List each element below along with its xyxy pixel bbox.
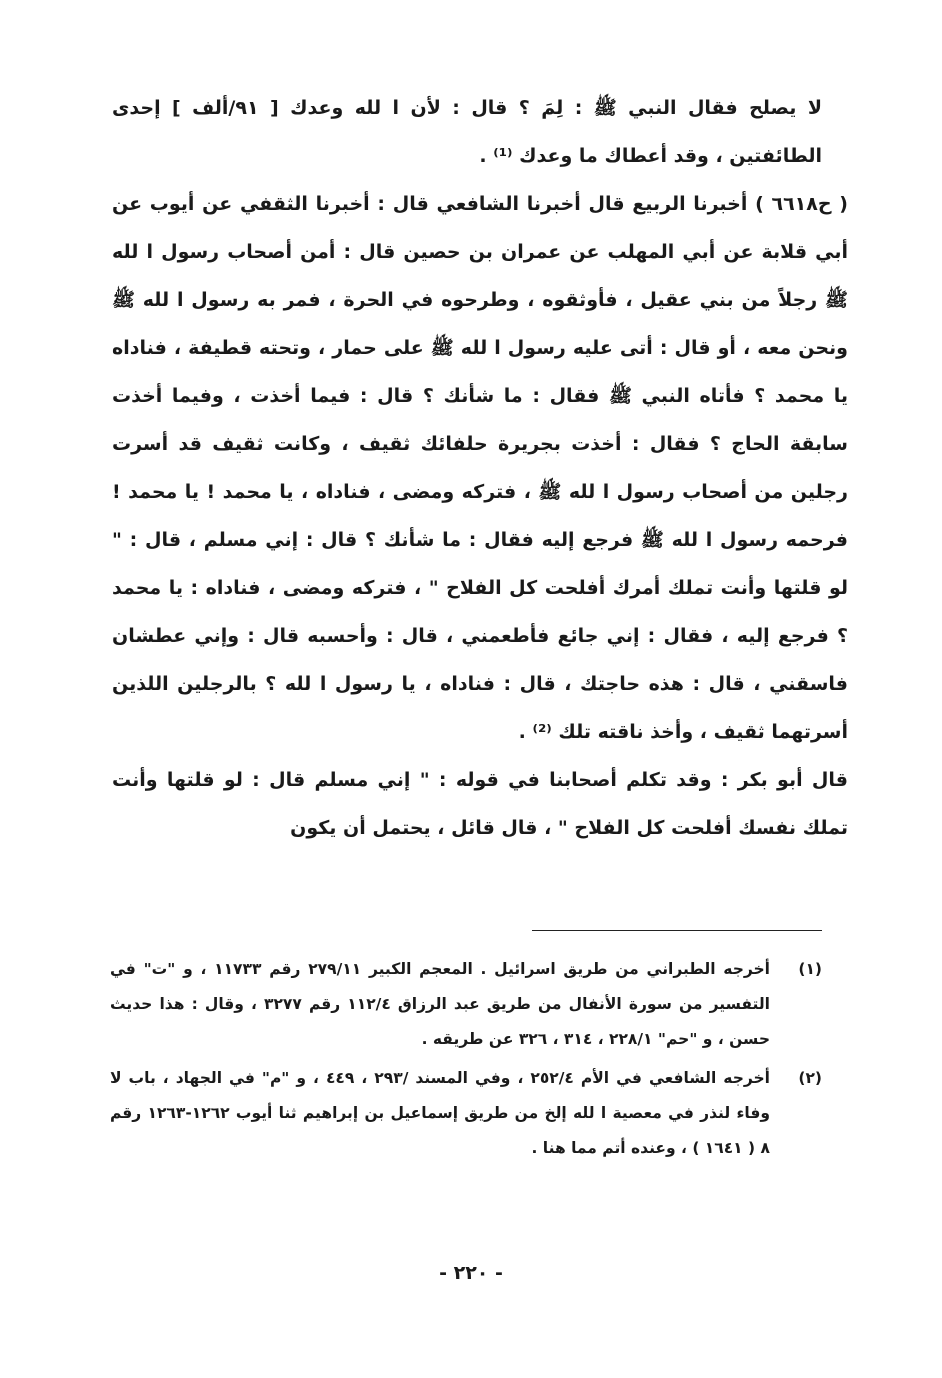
footnote-number: (٢): [798, 1069, 822, 1087]
footnote-number: (١): [798, 960, 822, 978]
paragraph-continuation: لا يصلح فقال النبي ﷺ : لِمَ ؟ قال : لأن ا لله وعدك [ ٩١/ألف ] إحدى الطائفتين ، وقد أعطاك ما وعدك ⁽¹⁾ .: [112, 97, 822, 167]
footnotes: [110, 952, 822, 1170]
paragraph-hadith: [112, 180, 848, 756]
page-number: - ٢٢٠ -: [439, 1262, 503, 1284]
hadith-number: ( ح٦٦١٨ ): [755, 193, 848, 215]
footnote-text: أخرجه الطبراني من طريق اسرائيل . المعجم الكبير ٢٧٩/١١ رقم ١١٧٣٣ ، و "ت" في التفسير من سورة الأنفال من طريق عبد الرزاق ١١٢/٤ رقم ٣٢٧٧ ، وقال : هذا حديث حسن ، و "حم" ٢٢٨/١ ، ٣١٤ ، ٣٢٦ عن طريقه .: [110, 960, 770, 1048]
footnote: [110, 952, 822, 1057]
hadith-text: أخبرنا الربيع قال أخبرنا الشافعي قال : أخبرنا الثقفي عن أيوب عن أبي قلابة عن أبي المهلب عن عمران بن حصين قال : أمن أصحاب رسول ا لله ﷺ رجلاً من بني عقيل ، فأوثقوه ، وطرحوه في الحرة ، فمر به رسول ا لله ﷺ ونحن معه ، أو قال : أتى عليه رسول ا لله ﷺ على حمار ، وتحته قطيفة ، فناداه يا محمد ؟ فأتاه النبي ﷺ فقال : ما شأنك ؟ قال : فيما أخذت ، وفيما أخذت سابقة الحاج ؟ فقال : أخذت بجريرة حلفائك ثقيف ، وكانت ثقيف قد أسرت رجلين من أصحاب رسول ا لله ﷺ ، فتركه ومضى ، فناداه ، يا محمد ! يا محمد ! فرحمه رسول ا لله ﷺ فرجع إليه فقال : ما شأنك ؟ قال : إني مسلم ، قال : " لو قلتها وأنت تملك أمرك أفلحت كل الفلاح " ، فتركه ومضى ، فناداه : يا محمد ؟ فرجع إليه ، فقال : إني جائع فأطعمني ، قال : وأحسبه قال : وإني عطشان فاسقني ، قال : هذه حاجتك ، قال : فناداه ، يا رسول ا لله ؟ بالرجلين اللذين أسرتهما ثقيف ، وأخذ ناقته تلك ⁽²⁾ .: [112, 193, 848, 743]
footnote-separator: [532, 930, 822, 931]
footnote: [110, 1061, 822, 1166]
main-text: [112, 84, 848, 852]
footnote-text: أخرجه الشافعي في الأم ٢٥٢/٤ ، وفي المسند /٢٩٣ ، ٤٤٩ ، و "م" في الجهاد ، باب لا وفاء لنذر في معصية ا لله إلخ من طريق إسماعيل بن إبراهيم ثنا أيوب ١٢٦٢-١٢٦٣ رقم ٨ ( ١٦٤١ ) ، وعنده أتم مما هنا .: [110, 1069, 771, 1157]
paragraph-commentary: قال أبو بكر : وقد تكلم أصحابنا في قوله : " إني مسلم قال : لو قلتها وأنت تملك نفسك أفلحت كل الفلاح " ، قال قائل ، يحتمل أن يكون: [112, 769, 848, 839]
